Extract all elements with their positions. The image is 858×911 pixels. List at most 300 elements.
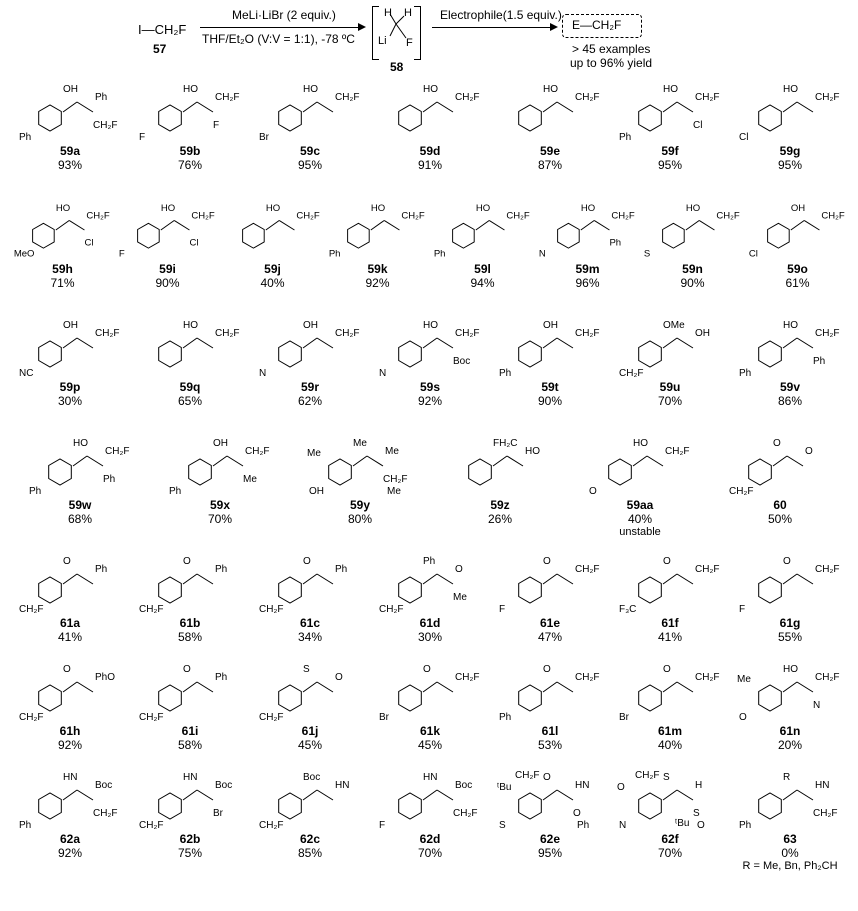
compound-yield: 61%: [785, 276, 810, 290]
chain-bond: [197, 338, 213, 348]
atom-label: CH₂F: [453, 808, 478, 819]
compound-yield: 92%: [57, 738, 83, 752]
compound-structure: [130, 554, 250, 614]
atom-label: O: [63, 664, 71, 675]
compound-number: 61d: [419, 616, 441, 630]
chain-bond: [663, 574, 677, 584]
atom-label: Boc: [455, 780, 473, 791]
compound-note: unstable: [619, 526, 661, 538]
compound-yield: 70%: [207, 512, 233, 526]
compound-structure: [710, 436, 850, 496]
atom-label: CH₂F: [215, 328, 240, 339]
atom-label: O: [183, 664, 191, 675]
compound-structure: [10, 82, 130, 142]
atom-label: PhO: [95, 672, 116, 683]
compound-number: 59h: [52, 262, 73, 276]
atom-label: F: [739, 604, 746, 614]
ring-bond: [49, 459, 72, 485]
compound-yield: 30%: [417, 630, 443, 644]
atom-label: CH₂F: [19, 712, 44, 722]
compound-structure: [730, 554, 850, 614]
ring-bond: [399, 577, 422, 603]
atom-label: R: [783, 772, 791, 783]
chain-bond: [183, 682, 197, 692]
atom-label: Cl: [84, 237, 94, 249]
atom-label: O: [543, 664, 551, 675]
ring-bond: [639, 793, 662, 819]
chain-bond: [437, 102, 453, 112]
chain-bond: [543, 574, 557, 584]
compound-row: [10, 770, 850, 890]
atom-label: Me: [453, 592, 467, 603]
compound-cell: [250, 770, 370, 890]
compound-structure: [130, 82, 250, 142]
chain-bond: [317, 102, 333, 112]
compound-number: 61f: [661, 616, 679, 630]
atom-label: O: [739, 712, 747, 722]
atom-label: CH₂F: [815, 564, 840, 575]
atom-label: Ph: [215, 564, 228, 575]
chain-bond: [56, 220, 69, 230]
compound-row: [10, 662, 850, 770]
compound-structure: [490, 82, 610, 142]
chain-bond: [69, 220, 84, 230]
chain-bond: [197, 102, 213, 112]
atom-label: CH₂F: [575, 564, 600, 575]
compound-yield: 95%: [777, 158, 803, 172]
compound-yield: 87%: [537, 158, 563, 172]
compound-cell: [370, 554, 490, 662]
compound-structure: [430, 436, 570, 496]
atom-label: CH₂F: [455, 92, 480, 103]
atom-label: Boc: [95, 780, 113, 791]
compound-structure: [130, 318, 250, 378]
ring-bond: [639, 341, 662, 367]
atom-label: CH₂F: [619, 368, 644, 378]
chain-bond: [677, 790, 693, 800]
chain-bond: [647, 456, 663, 466]
compound-number: 59i: [159, 262, 176, 276]
compound-structure: [610, 82, 730, 142]
chain-bond: [783, 102, 797, 112]
chain-bond: [797, 338, 813, 348]
atom-label: HO: [370, 202, 386, 214]
ring-bond: [39, 105, 62, 131]
compound-number: 61c: [299, 616, 321, 630]
structure-drawing: [250, 318, 370, 378]
compound-yield: 47%: [537, 630, 563, 644]
chain-bond: [543, 338, 557, 348]
atom-label: Cl: [189, 237, 199, 249]
atom-label: CH₂F: [401, 210, 425, 222]
atom-label: HO: [160, 202, 176, 214]
atom-label: Ph: [19, 820, 32, 830]
compound-structure: [10, 662, 130, 722]
compound-yield: 70%: [417, 846, 443, 860]
atom-label: O: [573, 808, 581, 819]
ring-bond: [329, 459, 352, 485]
atom-label: HN: [183, 772, 198, 783]
atom-label: S: [499, 820, 506, 830]
atom-label: O: [617, 782, 625, 793]
compound-number: 62b: [179, 832, 201, 846]
atom-label: F: [139, 132, 146, 142]
chain-bond: [279, 220, 294, 230]
compound-cell: [610, 662, 730, 770]
compound-number: 59f: [661, 144, 679, 158]
compound-cell: [250, 82, 370, 200]
compound-cell: [430, 436, 570, 554]
atom-label: Ph: [619, 132, 632, 142]
ring-bond: [663, 223, 685, 248]
compound-structure: [370, 770, 490, 830]
atom-label: Ph: [169, 486, 182, 496]
compound-cell: [730, 318, 850, 436]
ring-bond: [159, 685, 182, 711]
ring-bond: [348, 223, 370, 248]
atom-label: Ph: [739, 820, 752, 830]
chain-bond: [197, 574, 213, 584]
compound-yield: 40%: [657, 738, 683, 752]
structure-drawing: [370, 662, 490, 722]
chain-bond: [384, 220, 399, 230]
compound-cell: [490, 82, 610, 200]
compound-number: 59a: [59, 144, 81, 158]
atom-label: O: [423, 664, 431, 675]
chain-bond: [317, 574, 333, 584]
atom-label: HO: [663, 84, 678, 95]
compound-note: R = Me, Bn, Ph₂CH: [742, 860, 838, 872]
chain-bond: [161, 220, 174, 230]
chain-bond: [797, 790, 813, 800]
atom-label: CH₂F: [139, 604, 164, 614]
atom-label: CH₂F: [665, 446, 690, 457]
arrow1-reagents: MeLi·LiBr (2 equiv.): [232, 8, 336, 22]
atom-label: O: [455, 564, 463, 575]
atom-label: F₃C: [619, 604, 637, 614]
chain-bond: [543, 102, 557, 112]
compound-yield: 41%: [657, 630, 683, 644]
atom-label: Ph: [433, 248, 446, 260]
atom-label: HN: [815, 780, 830, 791]
atom-label: Br: [213, 808, 223, 819]
compound-cell: [730, 770, 850, 890]
atom-label: ᵗBu: [497, 782, 512, 793]
chain-bond: [371, 220, 384, 230]
compound-cell: [710, 436, 850, 554]
structure-drawing: [610, 554, 730, 614]
compound-yield: 86%: [777, 394, 803, 408]
atom-label: HO: [580, 202, 596, 214]
ring-bond: [639, 105, 662, 131]
structure-drawing: [490, 554, 610, 614]
atom-f: F: [406, 37, 413, 49]
compound-number: 61b: [179, 616, 201, 630]
structure-drawing: [130, 770, 250, 830]
chain-bond: [367, 456, 383, 466]
compound-cell: [250, 662, 370, 770]
structure-drawing: [370, 770, 490, 830]
compound-number: 61j: [301, 724, 319, 738]
atom-label: Cl: [739, 132, 749, 142]
structure-drawing: [370, 554, 490, 614]
ring-bond: [519, 793, 542, 819]
atom-label: HO: [685, 202, 701, 214]
chain-bond: [797, 682, 813, 692]
atom-label: O: [783, 556, 791, 567]
atom-label: HO: [783, 664, 798, 675]
chain-bond: [303, 682, 317, 692]
compound-structure: [10, 318, 130, 378]
summary-yield: up to 96% yield: [570, 56, 653, 70]
compound-number: 59r: [300, 380, 320, 394]
atom-label: HO: [525, 446, 540, 457]
atom-label: O: [663, 556, 671, 567]
atom-label: CH₂F: [575, 328, 600, 339]
atom-label: CH₂F: [611, 210, 635, 222]
ring-bond: [759, 793, 782, 819]
compound-cell: [370, 662, 490, 770]
compound-number: 59g: [779, 144, 801, 158]
ring-bond: [639, 577, 662, 603]
atom-label: CH₂F: [455, 328, 480, 339]
chain-bond: [783, 682, 797, 692]
atom-label: O: [543, 772, 551, 783]
structure-drawing: [10, 82, 130, 142]
compound-structure: [490, 662, 610, 722]
compound-cell: [535, 200, 640, 318]
ring-bond: [159, 341, 182, 367]
structure-drawing: [10, 318, 130, 378]
atom-label: Me: [307, 448, 321, 459]
compound-cell: [730, 82, 850, 200]
atom-label: F: [118, 248, 125, 260]
atom-label: HO: [73, 438, 88, 449]
atom-label: HN: [335, 780, 350, 791]
structure-drawing: [745, 200, 850, 260]
atom-label: OMe: [663, 320, 685, 331]
structure-drawing: [490, 318, 610, 378]
chain-bond: [77, 574, 93, 584]
compound-cell: [130, 82, 250, 200]
compound-yield: 96%: [575, 276, 600, 290]
atom-label: O: [805, 446, 813, 457]
atom-label: O: [589, 486, 597, 496]
compound-structure: [250, 318, 370, 378]
chain-bond: [437, 682, 453, 692]
atom-label: OH: [303, 320, 318, 331]
chain-bond: [581, 220, 594, 230]
compound-number: 59t: [541, 380, 559, 394]
structure-drawing: [370, 82, 490, 142]
atom-label: Ph: [577, 820, 590, 830]
compound-structure: [610, 770, 730, 830]
compound-yield: 90%: [537, 394, 563, 408]
chain-bond: [507, 456, 523, 466]
chain-bond: [804, 220, 819, 230]
atom-label: CH₂F: [259, 820, 284, 830]
chain-bond: [543, 790, 557, 800]
compound-cell: [10, 200, 115, 318]
intermediate-number: 58: [390, 60, 404, 74]
compound-number: 61l: [541, 724, 559, 738]
compound-row: [10, 200, 850, 318]
compound-yield: 50%: [767, 512, 793, 526]
compound-cell: [490, 554, 610, 662]
atom-label: CH₂F: [455, 672, 480, 683]
compound-yield: 95%: [657, 158, 683, 172]
compound-structure: [115, 200, 220, 260]
atom-label: OH: [695, 328, 710, 339]
ring-bond: [759, 577, 782, 603]
chain-bond: [317, 682, 333, 692]
ring-bond: [759, 341, 782, 367]
chain-bond: [663, 790, 677, 800]
atom-label: CH₂F: [379, 604, 404, 614]
atom-label: CH₂F: [335, 92, 360, 103]
compound-yield: 85%: [297, 846, 323, 860]
atom-label: S: [303, 664, 310, 675]
compound-cell: [570, 436, 710, 554]
ring-bond: [279, 793, 302, 819]
compound-yield: 75%: [177, 846, 203, 860]
atom-label: Ph: [335, 564, 348, 575]
structure-drawing: [150, 436, 290, 496]
atom-label: S: [643, 248, 651, 260]
compound-cell: [10, 82, 130, 200]
compound-cell: [130, 662, 250, 770]
compound-yield: 34%: [297, 630, 323, 644]
compound-number: 59k: [367, 262, 388, 276]
atom-label: CH₂F: [296, 210, 320, 222]
atom-label: CH₂F: [821, 210, 845, 222]
compound-number: 62c: [299, 832, 321, 846]
compound-structure: [250, 554, 370, 614]
chain-bond: [63, 574, 77, 584]
compound-yield: 94%: [470, 276, 495, 290]
structure-drawing: [130, 82, 250, 142]
atom-label: Ph: [328, 248, 341, 260]
chain-bond: [437, 574, 453, 584]
compound-number: 61e: [539, 616, 561, 630]
ring-bond: [39, 685, 62, 711]
compound-yield: 20%: [777, 738, 803, 752]
ring-bond: [159, 577, 182, 603]
atom-label: CH₂F: [506, 210, 530, 222]
compound-structure: [430, 200, 535, 260]
atom-label: Ph: [29, 486, 42, 496]
ring-bond: [279, 577, 302, 603]
atom-label: HN: [423, 772, 438, 783]
compound-number: 59p: [59, 380, 81, 394]
atom-label: CH₂F: [105, 446, 130, 457]
chain-bond: [266, 220, 279, 230]
chain-bond: [557, 682, 573, 692]
carbenoid-structure: [378, 6, 418, 58]
compound-number: 59n: [682, 262, 703, 276]
atom-label: CH₂F: [259, 604, 284, 614]
atom-label: CH₂F: [215, 92, 240, 103]
structure-drawing: [10, 200, 115, 260]
compound-number: 60: [773, 498, 787, 512]
atom-label: CH₂F: [815, 672, 840, 683]
atom-label: OH: [63, 320, 78, 331]
compound-yield: 91%: [417, 158, 443, 172]
atom-label: N: [619, 820, 627, 830]
atom-label: Ph: [95, 564, 108, 575]
atom-label: O: [773, 438, 781, 449]
atom-label: Me: [387, 486, 401, 496]
chain-bond: [543, 682, 557, 692]
structure-drawing: [130, 554, 250, 614]
atom-label: CH₂F: [716, 210, 740, 222]
chain-bond: [423, 790, 437, 800]
compound-number: 59y: [349, 498, 371, 512]
structure-drawing: [610, 318, 730, 378]
structure-drawing: [730, 318, 850, 378]
compound-number: 61m: [657, 724, 683, 738]
compound-cell: [490, 318, 610, 436]
compound-cell: [250, 554, 370, 662]
compound-structure: [250, 770, 370, 830]
ring-bond: [469, 459, 492, 485]
chain-bond: [213, 456, 227, 466]
compound-yield: 90%: [680, 276, 705, 290]
compound-cell: [610, 318, 730, 436]
arrowhead-2: [550, 23, 558, 31]
compound-number: 59o: [787, 262, 808, 276]
compound-yield: 55%: [777, 630, 803, 644]
atom-label: HO: [423, 320, 438, 331]
compound-structure: [130, 662, 250, 722]
atom-label: N: [259, 368, 267, 378]
atom-label: CH₂F: [383, 474, 408, 485]
atom-label: O: [183, 556, 191, 567]
chain-bond: [63, 102, 77, 112]
chain-bond: [183, 338, 197, 348]
compound-row: [10, 82, 850, 200]
compound-structure: [610, 662, 730, 722]
ring-bond: [519, 341, 542, 367]
compound-number: 59b: [179, 144, 201, 158]
atom-label: Ph: [739, 368, 752, 378]
compound-number: 59j: [264, 262, 281, 276]
ring-bond: [159, 105, 182, 131]
chain-bond: [677, 682, 693, 692]
compound-yield: 95%: [297, 158, 323, 172]
compound-structure: [535, 200, 640, 260]
chain-bond: [489, 220, 504, 230]
chain-bond: [633, 456, 647, 466]
atom-label: OH: [790, 202, 806, 214]
atom-label: CH₂F: [515, 770, 540, 781]
atom-label: CH₂F: [695, 672, 720, 683]
atom-label: CH₂F: [191, 210, 215, 222]
structure-drawing: [610, 82, 730, 142]
atom-label: Cl: [748, 248, 758, 260]
compound-structure: [730, 770, 850, 830]
structure-drawing: [250, 554, 370, 614]
compound-yield: 92%: [417, 394, 443, 408]
structure-drawing: [430, 436, 570, 496]
compound-cell: [130, 554, 250, 662]
chain-bond: [557, 574, 573, 584]
ring-bond: [768, 223, 790, 248]
compound-structure: [745, 200, 850, 260]
atom-label: Boc: [215, 780, 233, 791]
atom-label: CH₂F: [575, 92, 600, 103]
compound-yield: 70%: [657, 846, 683, 860]
